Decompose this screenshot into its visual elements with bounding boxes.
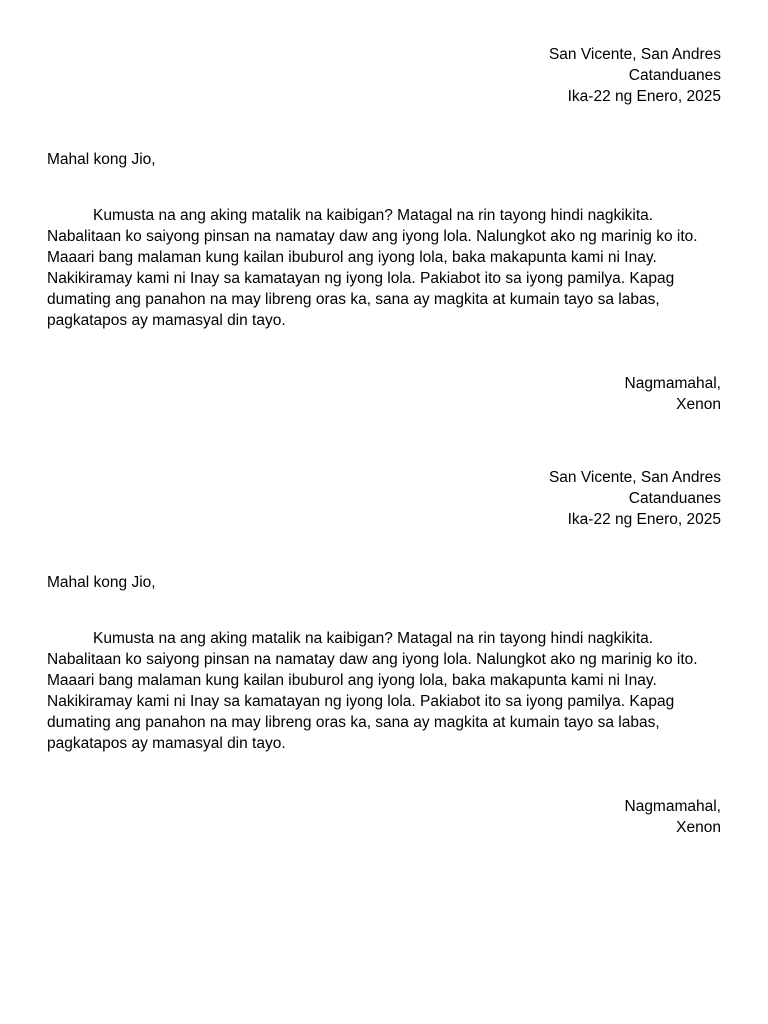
heading-date: Ika-22 ng Enero, 2025 [567, 88, 721, 105]
letter-complimentary-close: Nagmamahal, [624, 375, 721, 392]
letter-body: Kumusta na ang aking matalik na kaibigan? Matagal na rin tayong hindi nagkikita. Nabalitaan ko saiyong pinsan na namatay daw ang iyong lola. Nalungkot ako ng marinig ko ito. Maaari bang malaman kung kailan ibuburol ang iyong lola, baka makapunta kami ni Inay. Nakikiramay kami ni Inay sa kamatayan ng iyong lola. Pakiabot ito sa iyong pamilya. Kapag dumating ang panahon na may libreng oras ka, sana ay magkita at kumain tayo sa labas, pagkatapos ay mamasyal din tayo. [47, 630, 698, 752]
letter-closing-block [47, 796, 721, 838]
letter-body: Kumusta na ang aking matalik na kaibigan? Matagal na rin tayong hindi nagkikita. Nabalitaan ko saiyong pinsan na namatay daw ang iyong lola. Nalungkot ako ng marinig ko ito. Maaari bang malaman kung kailan ibuburol ang iyong lola, baka makapunta kami ni Inay. Nakikiramay kami ni Inay sa kamatayan ng iyong lola. Pakiabot ito sa iyong pamilya. Kapag dumating ang panahon na may libreng oras ka, sana ay magkita at kumain tayo sa labas, pagkatapos ay mamasyal din tayo. [47, 207, 698, 329]
heading-province-line: Catanduanes [628, 490, 721, 507]
letter-heading [47, 467, 721, 530]
letter-signature: Xenon [676, 819, 721, 836]
letter-complimentary-close: Nagmamahal, [624, 798, 721, 815]
letter-2 [47, 467, 721, 838]
letter-1 [47, 44, 721, 415]
letter-signature: Xenon [676, 396, 721, 413]
heading-date: Ika-22 ng Enero, 2025 [567, 511, 721, 528]
heading-address-line: San Vicente, San Andres [548, 46, 721, 63]
heading-province-line: Catanduanes [628, 67, 721, 84]
letter-closing-block [47, 373, 721, 415]
document-page [47, 44, 721, 838]
letter-heading [47, 44, 721, 107]
heading-address-line: San Vicente, San Andres [548, 469, 721, 486]
letter-salutation: Mahal kong Jio, [47, 574, 156, 591]
letter-salutation: Mahal kong Jio, [47, 151, 156, 168]
